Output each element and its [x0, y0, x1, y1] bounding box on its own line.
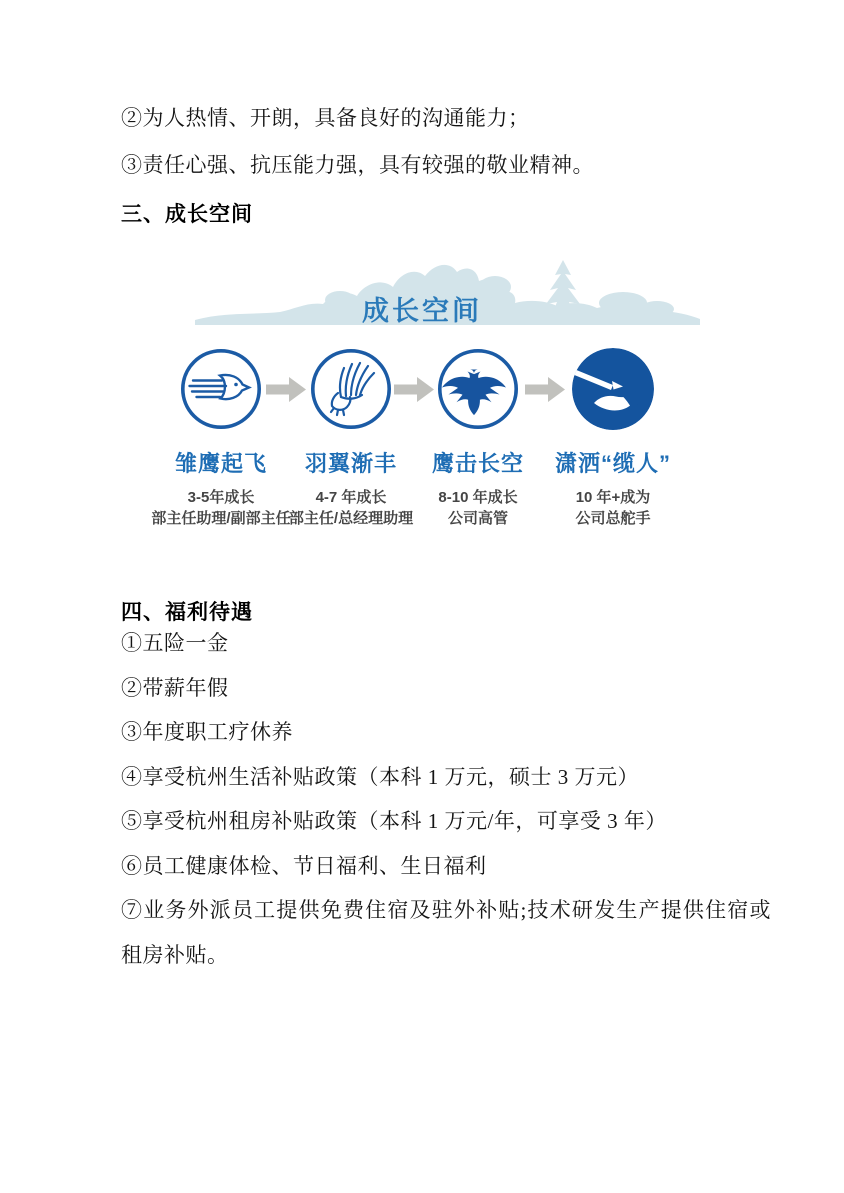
benefit-item: ⑤享受杭州租房补贴政策（本科 1 万元/年，可享受 3 年） [121, 809, 667, 833]
growth-stage [523, 348, 703, 529]
benefits-list [121, 621, 771, 977]
eagle-wing-icon [310, 348, 392, 430]
stage-period: 4-7 年成长 [315, 489, 387, 506]
stage-role: 公司总舵手 [575, 510, 651, 527]
stage-title: 雏鹰起飞 [174, 451, 267, 476]
section-heading-growth: 三、成长空间 [121, 203, 253, 226]
stage-role: 公司高管 [447, 510, 508, 527]
benefit-item: ⑦业务外派员工提供免费住宿及驻外补贴;技术研发生产提供住宿或租房补贴。 [121, 898, 771, 967]
stage-title: 潇洒“缆人” [554, 451, 671, 476]
stage-role: 部主任/总经理助理 [288, 510, 414, 527]
infographic-title: 成长空间 [362, 296, 482, 326]
benefit-item: ③年度职工疗休养 [121, 720, 293, 744]
stage-title: 羽翼渐丰 [304, 451, 397, 476]
stage-role: 部主任助理/副部主任 [151, 510, 291, 527]
benefit-item: ⑥员工健康体检、节日福利、生日福利 [121, 853, 487, 878]
stage-title: 鹰击长空 [431, 451, 524, 476]
benefit-item: ①五险一金 [121, 631, 229, 655]
eagle-spread-icon [437, 348, 519, 430]
intro-paragraph: ②为人热情、开朗，具备良好的沟通能力； [121, 106, 530, 130]
stage-period: 3-5年成长 [187, 489, 255, 506]
growth-infographic [0, 255, 844, 535]
eagle-takeoff-icon [180, 348, 262, 430]
eagle-head-icon [572, 348, 654, 430]
benefit-item: ④享受杭州生活补贴政策（本科 1 万元，硕士 3 万元） [121, 764, 639, 789]
benefit-item: ②带薪年假 [121, 675, 229, 700]
stage-period: 10 年+成为 [575, 489, 651, 506]
stage-period: 8-10 年成长 [438, 489, 518, 506]
intro-paragraph: ③责任心强、抗压能力强，具有较强的敬业精神。 [121, 153, 594, 177]
section-heading-benefits: 四、福利待遇 [121, 601, 253, 624]
